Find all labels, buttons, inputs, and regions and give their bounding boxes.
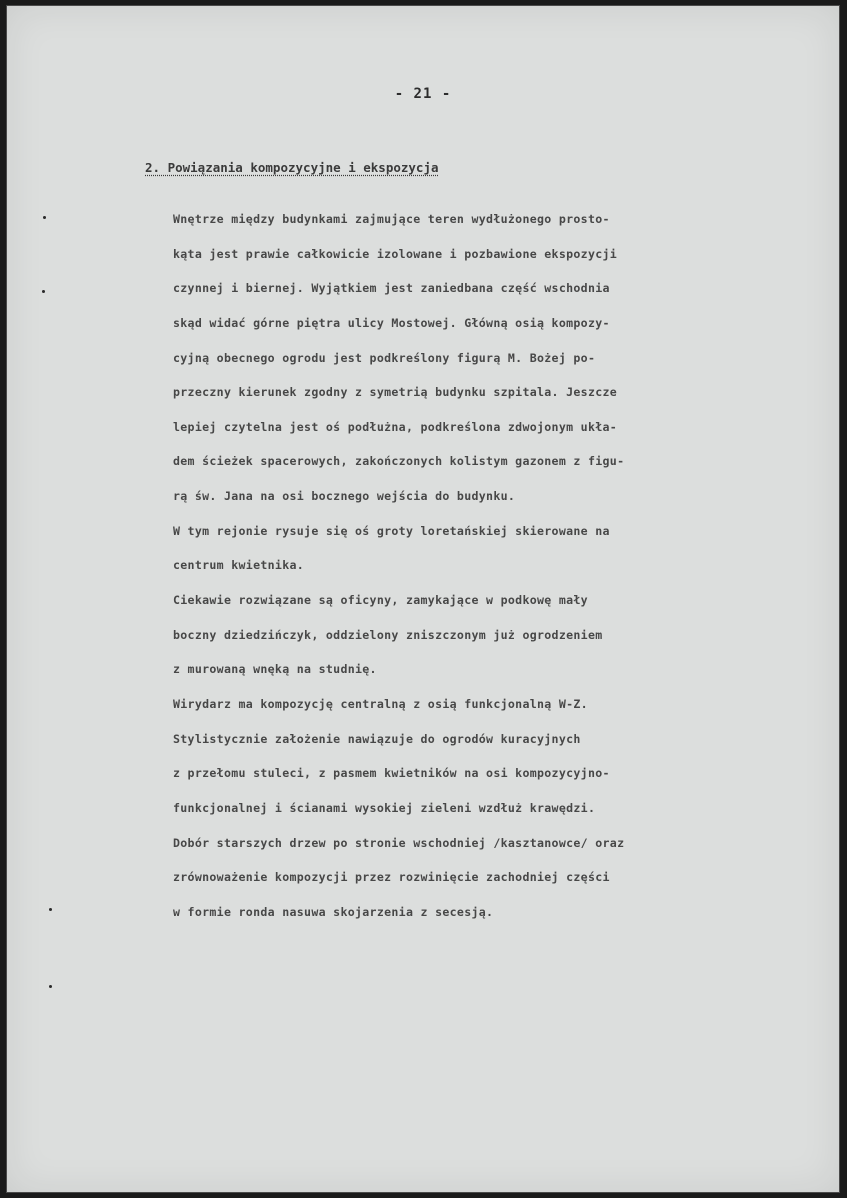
text-line: cyjną obecnego ogrodu jest podkreślony figurą M. Bożej po- — [173, 350, 596, 365]
text-line: w formie ronda nasuwa skojarzenia z secesją. — [173, 904, 494, 919]
text-line: rą św. Jana na osi bocznego wejścia do budynku. — [173, 489, 516, 504]
text-line: boczny dziedzińczyk, oddzielony zniszczonym już ogrodzeniem — [173, 627, 603, 642]
text-line: Wnętrze między budynkami zajmujące teren wydłużonego prosto- — [173, 212, 610, 226]
text-line: funkcjonalnej i ścianami wysokiej zieleni wzdłuż krawędzi. — [173, 800, 596, 815]
margin-mark — [43, 216, 46, 219]
text-line: lepiej czytelna jest oś podłużna, podkreślona zdwojonym ukła- — [173, 419, 618, 434]
text-line: centrum kwietnika. — [173, 558, 305, 573]
text-line: przeczny kierunek zgodny z symetrią budynku szpitala. Jeszcze — [173, 385, 618, 400]
page-number: - 21 - — [394, 86, 452, 102]
text-line: dem ścieżek spacerowych, zakończonych kolistym gazonem z figu- — [173, 454, 625, 469]
text-line: zrównoważenie kompozycji przez rozwinięcie zachodniej części — [173, 870, 610, 885]
margin-mark — [49, 908, 52, 911]
text-line: czynnej i biernej. Wyjątkiem jest zaniedbana część wschodnia — [173, 281, 610, 296]
text-line: skąd widać górne piętra ulicy Mostowej. Główną osią kompozy- — [173, 315, 610, 330]
section-heading: 2. Powiązania kompozycyjne i ekspozycja — [145, 160, 439, 175]
text-line: Ciekawie rozwiązane są oficyny, zamykające w podkowę mały — [173, 593, 588, 608]
text-line: z murowaną wnęką na studnię. — [173, 662, 377, 677]
margin-mark — [49, 985, 52, 988]
text-line: Dobór starszych drzew po stronie wschodniej /kasztanowce/ oraz — [173, 835, 625, 850]
text-line: Stylistycznie założenie nawiązuje do ogrodów kuracyjnych — [173, 731, 581, 746]
margin-mark — [42, 290, 45, 293]
text-line: kąta jest prawie całkowicie izolowane i pozbawione ekspozycji — [173, 246, 618, 261]
text-line: z przełomu stuleci, z pasmem kwietników na osi kompozycyjno- — [173, 766, 610, 781]
text-line: Wirydarz ma kompozycję centralną z osią funkcjonalną W-Z. — [173, 696, 588, 711]
text-line: W tym rejonie rysuje się oś groty loretańskiej skierowane na — [173, 523, 610, 538]
document-page — [6, 5, 840, 1193]
body-text — [173, 209, 624, 936]
